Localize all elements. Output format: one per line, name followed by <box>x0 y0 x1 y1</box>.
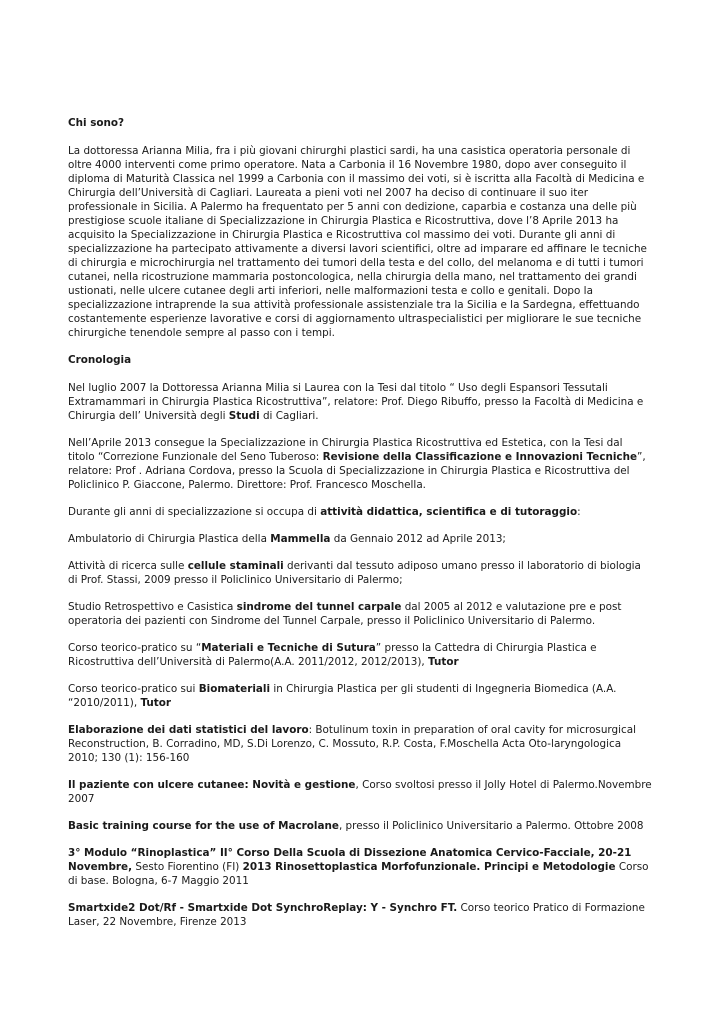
entry-text: dal 2005 al 2012 e valutazione pre e post operatoria dei pazienti con Sindrome del Tunnel Carpale, presso il Policlinico Universitario di Palermo. <box>68 601 622 627</box>
entry-text: ”, relatore: Prof . Adriana Cordova, presso la Scuola di Specializzazione in Chirurgia Plastica e Ricostruttiva del Policlinico P. Giaccone, Palermo. Direttore: Prof. Francesco Moschella. <box>68 451 646 491</box>
entry-text: Ambulatorio di Chirurgia Plastica della <box>68 533 271 545</box>
chronology-entry <box>68 723 652 765</box>
entry-bold-text: Tutor <box>140 697 172 709</box>
entry-bold-text: Elaborazione dei dati statistici del lavoro <box>68 724 309 736</box>
entry-bold-text: Materiali e Tecniche di Sutura <box>201 642 376 654</box>
entry-text: Nell’Aprile 2013 consegue la Specializzazione in Chirurgia Plastica Ricostruttiva ed Estetica, con la Tesi dal titolo “Correzione Funzionale del Seno Tuberoso: <box>68 437 623 463</box>
section-heading-cronologia: Cronologia <box>68 354 132 366</box>
entry-bold-text: sindrome del tunnel carpale <box>236 601 402 613</box>
section-heading-chi-sono: Chi sono? <box>68 117 125 129</box>
entry-text: Sesto Fiorentino (FI) <box>132 861 243 873</box>
entry-bold-text: 2013 Rinosettoplastica Morfofunzionale. Principi e Metodologie <box>242 861 616 873</box>
chronology-entry <box>68 436 652 492</box>
chronology-entry <box>68 901 652 929</box>
entry-bold-text: cellule staminali <box>187 560 284 572</box>
chronology-list <box>68 381 652 929</box>
document-body <box>68 116 652 942</box>
entry-text: derivanti dal tessuto adiposo umano presso il laboratorio di biologia di Prof. Stassi, 2009 presso il Policlinico Universitario di Palermo; <box>68 560 641 586</box>
entry-bold-text: Il paziente con ulcere cutanee: Novità e gestione <box>68 779 356 791</box>
entry-bold-text: Tutor <box>428 656 459 668</box>
entry-text: , presso il Policlinico Universitario a Palermo. Ottobre 2008 <box>338 820 644 832</box>
chronology-entry <box>68 600 652 628</box>
entry-bold-text: Biomateriali <box>198 683 271 695</box>
entry-text: in Chirurgia Plastica per gli studenti di Ingegneria Biomedica (A.A. “2010/2011), <box>68 683 617 709</box>
chronology-entry <box>68 641 652 669</box>
entry-text: di Cagliari. <box>259 410 319 422</box>
entry-text: : Botulinum toxin in preparation of oral cavity for microsurgical Reconstruction, B. Corradino, MD, S.Di Lorenzo, C. Mossuto, R.P. Costa, F.Moschella Acta Oto-laryngologica 2010; 130 (1): 156-160 <box>68 724 636 764</box>
entry-text: : <box>577 506 581 518</box>
chronology-entry <box>68 559 652 587</box>
entry-text: Corso teorico-pratico su “ <box>68 642 202 654</box>
entry-bold-text: Mammella <box>270 533 331 545</box>
entry-text: Nel luglio 2007 la Dottoressa Arianna Milia si Laurea con la Tesi dal titolo “ Uso degli Espansori Tessutali Extramammari in Chirurgia Plastica Ricostruttiva”, relatore: Prof. Diego Ribuffo, presso la Facoltà di Medicina e Chirurgia dell’ Università degli <box>68 382 644 422</box>
entry-bold-text: Smartxide2 Dot/Rf - Smartxide Dot SynchroReplay: Y - Synchro FT. <box>68 902 458 914</box>
entry-text: Attività di ricerca sulle <box>68 560 188 572</box>
entry-text: Corso teorico Pratico di Formazione Laser, 22 Novembre, Firenze 2013 <box>68 902 645 928</box>
entry-text: , Corso svoltosi presso il Jolly Hotel di Palermo.Novembre 2007 <box>68 779 652 805</box>
chronology-entry <box>68 846 652 888</box>
chronology-entry <box>68 778 652 806</box>
entry-bold-text: Revisione della Classificazione e Innovazioni Tecniche <box>322 451 638 463</box>
chronology-entry <box>68 819 652 833</box>
chronology-entry <box>68 381 652 423</box>
chronology-entry <box>68 505 652 519</box>
entry-text: ” presso la Cattedra di Chirurgia Plastica e Ricostruttiva dell’Università di Palermo(A.A. 2011/2012, 2012/2013), <box>68 642 597 668</box>
entry-text: Studio Retrospettivo e Casistica <box>68 601 237 613</box>
chronology-entry <box>68 682 652 710</box>
entry-text: da Gennaio 2012 ad Aprile 2013; <box>330 533 506 545</box>
entry-text: Durante gli anni di specializzazione si occupa di <box>68 506 321 518</box>
entry-bold-text: 3° Modulo “Rinoplastica” II° Corso Della Scuola di Dissezione Anatomica Cervico-Facciale, 20-21 Novembre, <box>68 847 632 873</box>
entry-text: Corso di base. Bologna, 6-7 Maggio 2011 <box>68 861 649 887</box>
entry-text: Corso teorico-pratico sui <box>68 683 199 695</box>
bio-paragraph: La dottoressa Arianna Milia, fra i più giovani chirurghi plastici sardi, ha una casistica operatoria personale di oltre 4000 interventi come primo operatore. Nata a Carbonia il 16 Novembre 1980, dopo aver conseguito il diploma di Maturità Classica nel 1999 a Carbonia con il massimo dei voti, si è iscritta alla Facoltà di Medicina e Chirurgia dell’Università di Cagliari. Laureata a pieni voti nel 2007 ha deciso di continuare il suo iter professionale in Sicilia. A Palermo ha frequentato per 5 anni con dedizione, caparbia e costanza una delle più prestigiose scuole italiane di Specializzazione in Chirurgia Plastica e Ricostruttiva, dove l’8 Aprile 2013 ha acquisito la Specializzazione in Chirurgia Plastica e Ricostruttiva col massimo dei voti. Durante gli anni di specializzazione ha partecipato attivamente a diversi lavori scientifici, oltre ad imparare ed affinare le tecniche di chirurgia e microchirurgia nel trattamento dei tumori della testa e del collo, del melanoma e di tutti i tumori cutanei, nella ricostruzione mammaria postoncologica, nella chirurgia della mano, nel trattamento dei grandi ustionati, nelle ulcere cutanee degli arti inferiori, nelle malformazioni testa e collo e genitali. Dopo la specializzazione intraprende la sua attività professionale assistenziale tra la Sicilia e la Sardegna, effettuando costantemente esperienze lavorative e corsi di aggiornamento ultraspecialistici per migliorare le sue tecniche chirurgiche tenendole sempre al passo con i tempi. <box>68 145 647 339</box>
entry-bold-text: Basic training course for the use of Macrolane <box>68 820 339 832</box>
entry-bold-text: attività didattica, scientifica e di tutoraggio <box>320 506 578 518</box>
entry-bold-text: Studi <box>228 410 260 422</box>
chronology-entry <box>68 532 652 546</box>
